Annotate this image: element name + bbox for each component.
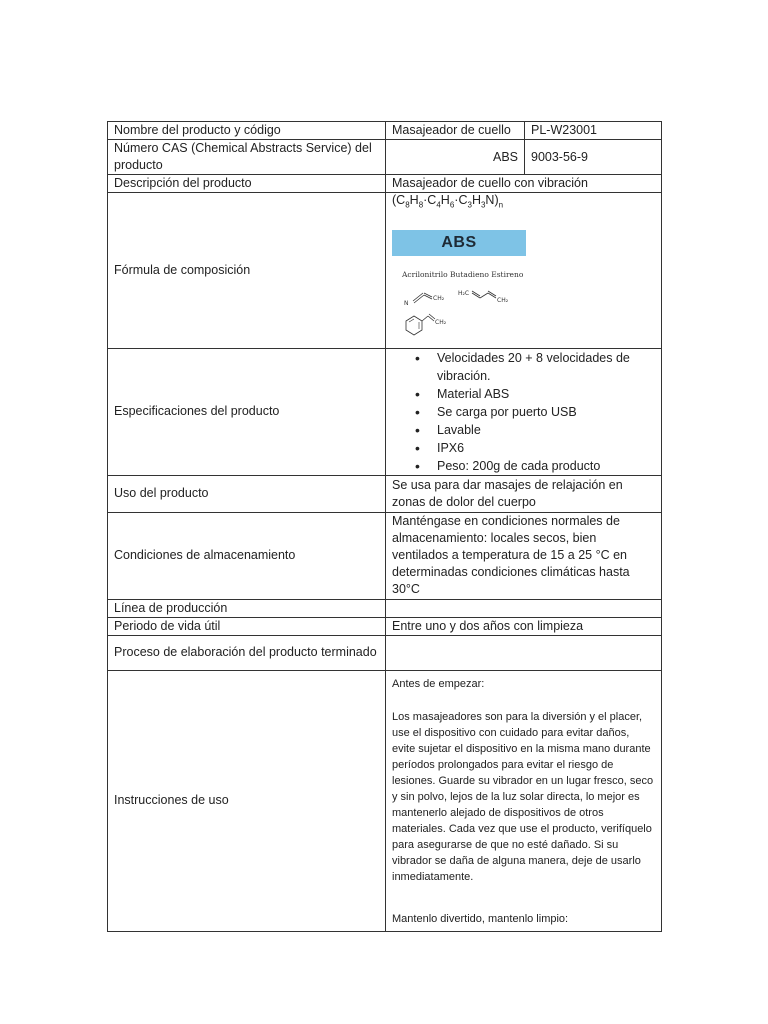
formula-label: Fórmula de composición [108, 193, 386, 349]
almacenamiento-value: Manténgase en condiciones normales de almacenamiento: locales secos, bien ventilados a temperatura de 15 a 25 °C en determinadas condiciones climáticas hasta 30°C [386, 512, 662, 599]
row-vida [108, 617, 662, 635]
instrucciones-closing: Mantenlo divertido, mantenlo limpio: [392, 913, 569, 925]
h2c-label: H₂C [458, 289, 470, 297]
nombre-code: PL-W23001 [525, 122, 662, 140]
descripcion-label: Descripción del producto [108, 175, 386, 193]
cas-material: ABS [386, 140, 525, 175]
vida-value: Entre uno y dos años con limpieza [386, 617, 662, 635]
especificaciones-cell [386, 348, 662, 475]
nombre-value: Masajeador de cuello [386, 122, 525, 140]
linea-label: Línea de producción [108, 599, 386, 617]
spec-item: • Velocidades 20 + 8 velocidades de vibración. [437, 349, 655, 385]
cas-label: Número CAS (Chemical Abstracts Service) del producto [108, 140, 386, 175]
ch2-label-c: CH₂ [435, 318, 447, 326]
abs-molecule-structure [392, 283, 532, 343]
cas-number: 9003-56-9 [525, 140, 662, 175]
especificaciones-label: Especificaciones del producto [108, 348, 386, 475]
row-especificaciones [108, 348, 662, 475]
row-nombre [108, 122, 662, 140]
instrucciones-body: Los masajeadores son para la diversión y el placer, use el dispositivo con cuidado para evitar daños, evite sujetar el dispositivo en la misma mano durante períodos prolongados para evitar el riesgo de lesiones. Guarde su vibrador en un lugar fresco, seco y sin polvo, lejos de la luz solar directa, lo mejor es mantenerlo alejado de dispositivos de otros materiales. Cada vez que use el producto, verifíquelo para asegurarse de que no esté dañado. Si su vibrador se daña de alguna manera, deje de usarlo inmediatamente. [392, 711, 654, 883]
chemical-formula: $(C_8H_8\cdot C_4H_6\cdot C_3H_3N)_n$ [392, 193, 504, 210]
proceso-label: Proceso de elaboración del producto terminado [108, 635, 386, 670]
product-spec-table [107, 121, 662, 932]
descripcion-value: Masajeador de cuello con vibración [386, 175, 662, 193]
spec-item: • Lavable [437, 421, 655, 439]
row-proceso [108, 635, 662, 670]
row-instrucciones [108, 670, 662, 931]
row-uso [108, 475, 662, 512]
ch2-label-a: CH₂ [433, 294, 445, 302]
ch2-label-b: CH₂ [497, 296, 509, 304]
instrucciones-intro: Antes de empezar: [392, 678, 485, 690]
spec-item: • Peso: 200g de cada producto [437, 457, 655, 475]
spec-item: • Se carga por puerto USB [437, 403, 655, 421]
uso-label: Uso del producto [108, 475, 386, 512]
row-descripcion [108, 175, 662, 193]
instrucciones-label: Instrucciones de uso [108, 670, 386, 931]
vida-label: Periodo de vida útil [108, 617, 386, 635]
proceso-value [386, 635, 662, 670]
row-formula [108, 193, 662, 349]
row-cas [108, 140, 662, 175]
uso-value: Se usa para dar masajes de relajación en zonas de dolor del cuerpo [386, 475, 662, 512]
spec-list [392, 349, 655, 475]
nitrile-label: N [404, 299, 409, 307]
row-almacenamiento [108, 512, 662, 599]
row-linea [108, 599, 662, 617]
linea-value [386, 599, 662, 617]
compound-name: Acrilonitrilo Butadieno Estireno [402, 269, 524, 279]
instrucciones-cell [386, 670, 662, 931]
formula-cell [386, 193, 662, 349]
almacenamiento-label: Condiciones de almacenamiento [108, 512, 386, 599]
spec-item: • Material ABS [437, 385, 655, 403]
nombre-label: Nombre del producto y código [108, 122, 386, 140]
abs-banner: ABS [392, 230, 526, 256]
spec-item: • IPX6 [437, 439, 655, 457]
